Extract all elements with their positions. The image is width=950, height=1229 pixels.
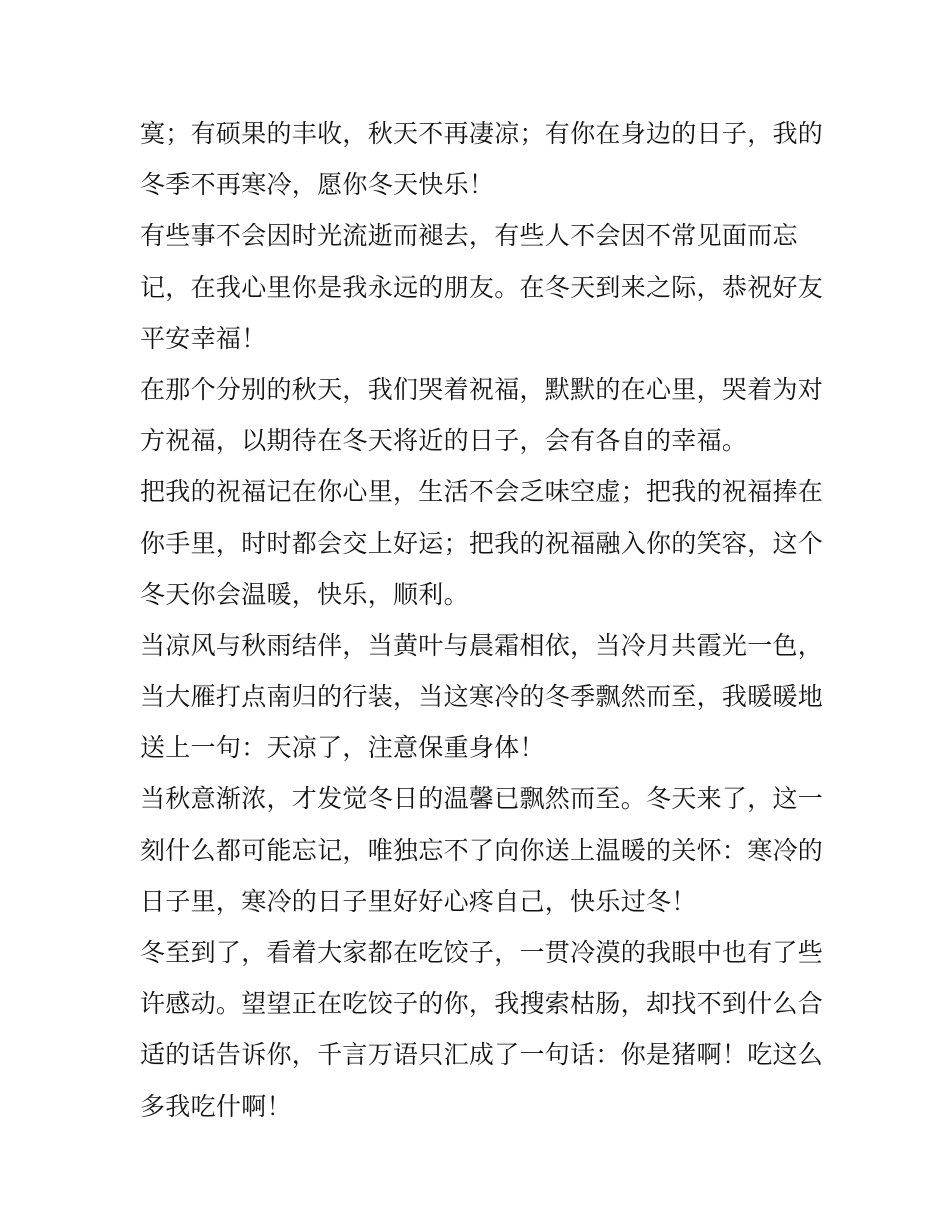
- text-line: 寞；有硕果的丰收，秋天不再凄凉；有你在身边的日子，我的: [140, 119, 824, 148]
- text-line: 在那个分别的秋天，我们哭着祝福，默默的在心里，哭着为对: [140, 374, 824, 404]
- paragraph: [140, 108, 824, 210]
- text-line: 平安幸福！: [140, 323, 267, 353]
- text-line: 把我的祝福记在你心里，生活不会乏味空虚；把我的祝福捧在: [140, 477, 824, 507]
- text-line: 记，在我心里你是我永远的朋友。在冬天到来之际，恭祝好友: [140, 272, 824, 302]
- text-line: 适的话告诉你，千言万语只汇成了一句话：你是猪啊！吃这么: [140, 1040, 824, 1070]
- text-line: 许感动。望望正在吃饺子的你，我搜索枯肠，却找不到什么合: [140, 989, 824, 1019]
- paragraph: [140, 773, 824, 927]
- text-line: 当秋意渐浓，才发觉冬日的温馨已飘然而至。冬天来了，这一: [140, 784, 824, 814]
- text-line: 当凉风与秋雨结伴，当黄叶与晨霜相依，当冷月共霞光一色，: [140, 630, 824, 660]
- paragraph: [140, 620, 824, 774]
- paragraph: [140, 210, 824, 364]
- text-line: 多我吃什啊！: [140, 1091, 292, 1121]
- text-line: 冬季不再寒冷，愿你冬天快乐！: [140, 170, 495, 200]
- paragraph: [140, 466, 824, 620]
- text-line: 冬至到了，看着大家都在吃饺子，一贯冷漠的我眼中也有了些: [140, 938, 824, 967]
- text-line: 当大雁打点南归的行装，当这寒冷的冬季飘然而至，我暖暖地: [140, 682, 824, 712]
- text-line: 冬天你会温暖，快乐，顺利。: [140, 579, 469, 609]
- document-body: [140, 108, 824, 1132]
- text-line: 日子里，寒冷的日子里好好心疼自己，快乐过冬！: [140, 886, 697, 916]
- paragraph: [140, 364, 824, 466]
- text-line: 送上一句：天凉了，注意保重身体！: [140, 733, 545, 763]
- paragraph: [140, 927, 824, 1132]
- text-line: 有些事不会因时光流逝而褪去，有些人不会因不常见面而忘: [140, 221, 798, 251]
- text-line: 刻什么都可能忘记，唯独忘不了向你送上温暖的关怀：寒冷的: [140, 835, 824, 865]
- text-line: 方祝福，以期待在冬天将近的日子，会有各自的幸福。: [140, 426, 748, 456]
- text-line: 你手里，时时都会交上好运；把我的祝福融入你的笑容，这个: [140, 528, 824, 558]
